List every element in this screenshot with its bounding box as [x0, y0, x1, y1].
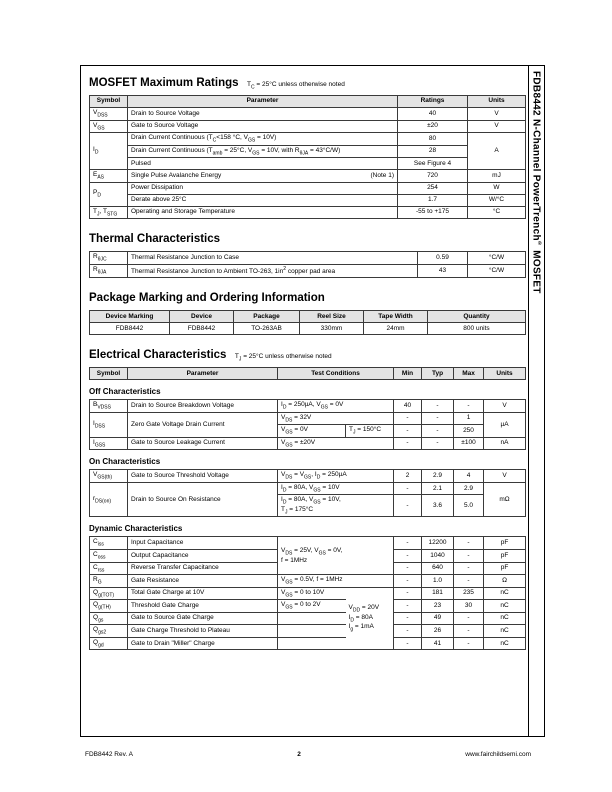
header-units: Units — [468, 96, 526, 108]
vdss-unit: V — [468, 108, 526, 121]
datasheet-page-frame — [80, 65, 545, 737]
header-package: Package — [234, 311, 300, 323]
rg-conditions: $V_{GS} = 0.5V$, f = 1MHz — [278, 575, 394, 588]
vgs-symbol: $V_{GS}$ — [90, 120, 128, 133]
vgsth-typ: 2.9 — [422, 470, 454, 483]
id-unit: A — [468, 133, 526, 170]
igss-max: ±100 — [454, 437, 484, 450]
eas-rating: 720 — [398, 170, 468, 183]
vdss-parameter: Drain to Source Voltage — [128, 108, 398, 121]
idss-typ-1: - — [422, 412, 454, 425]
table-row — [90, 206, 526, 219]
id-rating-1: 80 — [398, 133, 468, 146]
quantity-value: 800 units — [428, 323, 526, 335]
idss-max-2: 250 — [454, 425, 484, 438]
bvdss-symbol: $B_{VDSS}$ — [90, 400, 128, 413]
qgd-parameter: Gate to Drain "Miller" Charge — [128, 637, 278, 650]
header-parameter: Parameter — [128, 368, 278, 380]
pd-unit-1: W — [468, 182, 526, 194]
qgs-typ: 49 — [422, 612, 454, 625]
header-test-conditions: Test Conditions — [278, 368, 394, 380]
package-data-row — [90, 323, 526, 335]
rdson-min-1: - — [394, 482, 422, 495]
bvdss-unit: V — [484, 400, 526, 413]
qgth-symbol: $Q_{g(TH)}$ — [90, 600, 128, 613]
off-characteristics-table — [89, 399, 526, 450]
bvdss-min: 40 — [394, 400, 422, 413]
tstg-rating: -55 to +175 — [398, 206, 468, 219]
header-tape-width: Tape Width — [364, 311, 428, 323]
crss-unit: pF — [484, 562, 526, 575]
thermal-title: Thermal Characteristics — [89, 233, 221, 246]
ciss-unit: pF — [484, 537, 526, 550]
max-ratings-note: $T_C = 25^\circ C$ unless otherwise noted — [246, 81, 345, 91]
qgtot-parameter: Total Gate Charge at 10V — [128, 587, 278, 600]
crss-parameter: Reverse Transfer Capacitance — [128, 562, 278, 575]
idss-typ-2: - — [422, 425, 454, 438]
id-symbol: $I_D$ — [90, 133, 128, 170]
rthja-symbol: $R_{\theta JA}$ — [90, 264, 128, 277]
qgs-parameter: Gate to Source Gate Charge — [128, 612, 278, 625]
rthjc-symbol: $R_{\theta JC}$ — [90, 252, 128, 265]
table-row — [90, 600, 526, 613]
ciss-min: - — [394, 537, 422, 550]
table-row — [90, 252, 526, 265]
table-row — [90, 133, 526, 146]
bvdss-max: - — [454, 400, 484, 413]
electrical-note: $T_J = 25^\circ C$ unless otherwise noted — [234, 353, 332, 363]
rthja-parameter: Thermal Resistance Junction to Ambient TO-263, $1in^2$ copper pad area — [128, 264, 418, 277]
crss-min: - — [394, 562, 422, 575]
qgtot-symbol: $Q_{g(TOT)}$ — [90, 587, 128, 600]
coss-parameter: Output Capacitance — [128, 550, 278, 563]
crss-symbol: $C_{rss}$ — [90, 562, 128, 575]
tstg-parameter: Operating and Storage Temperature — [128, 206, 398, 219]
eas-parameter-text: Single Pulse Avalanche Energy — [131, 171, 222, 179]
rthja-value: 43 — [418, 264, 468, 277]
table-row — [90, 400, 526, 413]
pd-parameter-2: Derate above 25°C — [128, 194, 398, 206]
qgth-typ: 23 — [422, 600, 454, 613]
ciss-max: - — [454, 537, 484, 550]
qgtot-max: 235 — [454, 587, 484, 600]
table-row — [90, 170, 526, 183]
qgs-min: - — [394, 612, 422, 625]
igss-symbol: $I_{GSS}$ — [90, 437, 128, 450]
table-row — [90, 412, 526, 425]
qgth-max: 30 — [454, 600, 484, 613]
thermal-heading — [89, 229, 525, 247]
header-quantity: Quantity — [428, 311, 526, 323]
gate-charge-shared-conditions: $V_{DD} = 20V$ $I_D = 80A$ $I_g = 1mA$ — [346, 587, 394, 650]
qgs-conditions — [278, 612, 346, 625]
tstg-symbol: $T_J$, $T_{STG}$ — [90, 206, 128, 219]
page-footer — [85, 751, 531, 758]
table-row — [90, 158, 526, 170]
coss-max: - — [454, 550, 484, 563]
qgd-conditions — [278, 637, 346, 650]
qgs2-max: - — [454, 625, 484, 638]
table-row — [90, 575, 526, 588]
id-parameter-3: Pulsed — [128, 158, 398, 170]
rdson-min-2: - — [394, 495, 422, 517]
idss-conditions-2: $V_{GS} = 0V$ — [278, 425, 346, 438]
table-row — [90, 470, 526, 483]
on-characteristics-table — [89, 469, 526, 517]
idss-symbol: $I_{DSS}$ — [90, 412, 128, 437]
eas-unit: mJ — [468, 170, 526, 183]
qgtot-typ: 181 — [422, 587, 454, 600]
electrical-heading — [89, 345, 525, 363]
pd-rating-1: 254 — [398, 182, 468, 194]
vgsth-max: 4 — [454, 470, 484, 483]
bvdss-parameter: Drain to Source Breakdown Voltage — [128, 400, 278, 413]
qgd-unit: nC — [484, 637, 526, 650]
qgs-max: - — [454, 612, 484, 625]
table-row — [90, 437, 526, 450]
rthja-unit: °C/W — [468, 264, 526, 277]
reel-size-value: 330mm — [300, 323, 364, 335]
package-value: TO-263AB — [234, 323, 300, 335]
tstg-unit: °C — [468, 206, 526, 219]
rdson-symbol: $r_{DS(on)}$ — [90, 482, 128, 517]
max-ratings-title: MOSFET Maximum Ratings — [89, 77, 239, 89]
qgtot-conditions: $V_{GS} = 0$ to 10V — [278, 587, 346, 600]
vgsth-min: 2 — [394, 470, 422, 483]
pd-unit-2: W/°C — [468, 194, 526, 206]
electrical-title: Electrical Characteristics — [89, 349, 227, 362]
qgth-unit: nC — [484, 600, 526, 613]
rthjc-unit: °C/W — [468, 252, 526, 265]
header-symbol: Symbol — [90, 368, 128, 380]
eas-note-ref: (Note 1) — [370, 171, 394, 179]
table-row — [90, 194, 526, 206]
qgd-typ: 41 — [422, 637, 454, 650]
idss-unit: µA — [484, 412, 526, 437]
header-units: Units — [484, 368, 526, 380]
max-ratings-header-row — [90, 96, 526, 108]
qgs-unit: nC — [484, 612, 526, 625]
idss-conditions-2b: $T_J = 150^\circ C$ — [346, 425, 394, 438]
rdson-parameter: Drain to Source On Resistance — [128, 482, 278, 517]
bvdss-typ: - — [422, 400, 454, 413]
side-strip-title: FDB8442 N-Channel PowerTrench® MOSFET — [530, 71, 543, 294]
off-characteristics-heading: Off Characteristics — [89, 387, 161, 397]
rg-max: - — [454, 575, 484, 588]
header-ratings: Ratings — [398, 96, 468, 108]
rthjc-value: 0.59 — [418, 252, 468, 265]
idss-min-2: - — [394, 425, 422, 438]
rg-typ: 1.0 — [422, 575, 454, 588]
package-table — [89, 310, 526, 335]
on-characteristics-heading: On Characteristics — [89, 457, 161, 467]
rg-min: - — [394, 575, 422, 588]
vgsth-symbol: $V_{GS(th)}$ — [90, 470, 128, 483]
package-heading — [89, 288, 525, 306]
pd-symbol: $P_D$ — [90, 182, 128, 206]
table-row — [90, 120, 526, 133]
igss-parameter: Gate to Source Leakage Current — [128, 437, 278, 450]
footer-page-number: 2 — [297, 751, 301, 758]
rdson-conditions-1: $I_D = 80A$, $V_{GS} = 10V$ — [278, 482, 394, 495]
crss-typ: 640 — [422, 562, 454, 575]
igss-min: - — [394, 437, 422, 450]
table-row — [90, 537, 526, 550]
vgs-unit: V — [468, 120, 526, 133]
idss-max-1: 1 — [454, 412, 484, 425]
vgs-rating: ±20 — [398, 120, 468, 133]
igss-conditions: $V_{GS} = \pm 20V$ — [278, 437, 394, 450]
idss-min-1: - — [394, 412, 422, 425]
rdson-max-2: 5.0 — [454, 495, 484, 517]
id-parameter-2: Drain Current Continuous ($T_{amb} = 25^\circ C$, $V_{GS} = 10V$, with $R_{\theta JA} = 43^\circ C/W$) — [128, 145, 398, 158]
max-ratings-table — [89, 95, 526, 219]
table-row — [90, 612, 526, 625]
coss-min: - — [394, 550, 422, 563]
qgs2-min: - — [394, 625, 422, 638]
rdson-conditions-2: $I_D = 80A$, $V_{GS} = 10V$, $T_J = 175^\circ C$ — [278, 495, 394, 517]
qgth-conditions: $V_{GS} = 0$ to 2V — [278, 600, 346, 613]
dynamic-characteristics-heading: Dynamic Characteristics — [89, 524, 183, 534]
vgsth-unit: V — [484, 470, 526, 483]
qgth-min: - — [394, 600, 422, 613]
package-title: Package Marking and Ordering Information — [89, 292, 325, 305]
vgs-parameter: Gate to Source Voltage — [128, 120, 398, 133]
package-header-row — [90, 311, 526, 323]
bvdss-conditions: $I_D = 250\mu A$, $V_{GS} = 0V$ — [278, 400, 394, 413]
vdss-symbol: $V_{DSS}$ — [90, 108, 128, 121]
qgs-symbol: $Q_{gs}$ — [90, 612, 128, 625]
table-row — [90, 108, 526, 121]
igss-typ: - — [422, 437, 454, 450]
coss-unit: pF — [484, 550, 526, 563]
max-ratings-heading — [89, 73, 525, 91]
thermal-table — [89, 251, 526, 278]
rthjc-parameter: Thermal Resistance Junction to Case — [128, 252, 418, 265]
qgs2-typ: 26 — [422, 625, 454, 638]
coss-symbol: $C_{oss}$ — [90, 550, 128, 563]
qgth-parameter: Threshold Gate Charge — [128, 600, 278, 613]
header-typ: Typ — [422, 368, 454, 380]
table-row — [90, 264, 526, 277]
rdson-typ-1: 2.1 — [422, 482, 454, 495]
footer-website: www.fairchildsemi.com — [465, 751, 531, 758]
header-device-marking: Device Marking — [90, 311, 170, 323]
rdson-max-1: 2.9 — [454, 482, 484, 495]
qgd-symbol: $Q_{gd}$ — [90, 637, 128, 650]
qgd-max: - — [454, 637, 484, 650]
header-reel-size: Reel Size — [300, 311, 364, 323]
id-parameter-1: Drain Current Continuous ($T_C<158$ °C, $V_{GS} = 10V$) — [128, 133, 398, 146]
table-row — [90, 182, 526, 194]
qgd-min: - — [394, 637, 422, 650]
rg-parameter: Gate Resistance — [128, 575, 278, 588]
rg-unit: Ω — [484, 575, 526, 588]
table-row — [90, 625, 526, 638]
qgs2-unit: nC — [484, 625, 526, 638]
ciss-parameter: Input Capacitance — [128, 537, 278, 550]
header-min: Min — [394, 368, 422, 380]
rdson-unit: mΩ — [484, 482, 526, 517]
qgtot-unit: nC — [484, 587, 526, 600]
capacitance-conditions: $V_{DS} = 25V$, $V_{GS} = 0V$, f = 1MHz — [278, 537, 394, 575]
ciss-symbol: $C_{iss}$ — [90, 537, 128, 550]
header-symbol: Symbol — [90, 96, 128, 108]
electrical-header-table — [89, 367, 526, 380]
table-row — [90, 482, 526, 495]
device-marking-value: FDB8442 — [90, 323, 170, 335]
header-parameter: Parameter — [128, 96, 398, 108]
qgs2-conditions — [278, 625, 346, 638]
id-rating-3: See Figure 4 — [398, 158, 468, 170]
igss-unit: nA — [484, 437, 526, 450]
pd-rating-2: 1.7 — [398, 194, 468, 206]
qgtot-min: - — [394, 587, 422, 600]
id-rating-2: 28 — [398, 145, 468, 158]
tape-width-value: 24mm — [364, 323, 428, 335]
rdson-typ-2: 3.6 — [422, 495, 454, 517]
eas-symbol: $E_{AS}$ — [90, 170, 128, 183]
vdss-rating: 40 — [398, 108, 468, 121]
idss-parameter: Zero Gate Voltage Drain Current — [128, 412, 278, 437]
vgsth-parameter: Gate to Source Threshold Voltage — [128, 470, 278, 483]
coss-typ: 1040 — [422, 550, 454, 563]
vgsth-conditions: $V_{DS} = V_{GS}$, $I_D = 250\mu A$ — [278, 470, 394, 483]
eas-parameter — [128, 170, 398, 183]
qgs2-parameter: Gate Charge Threshold to Plateau — [128, 625, 278, 638]
table-row — [90, 145, 526, 158]
ciss-typ: 12200 — [422, 537, 454, 550]
dynamic-characteristics-table — [89, 536, 526, 650]
table-row — [90, 587, 526, 600]
footer-revision: FDB8442 Rev. A — [85, 751, 133, 758]
crss-max: - — [454, 562, 484, 575]
pd-parameter-1: Power Dissipation — [128, 182, 398, 194]
device-value: FDB8442 — [170, 323, 234, 335]
side-strip — [528, 66, 544, 736]
header-max: Max — [454, 368, 484, 380]
header-device: Device — [170, 311, 234, 323]
qgs2-symbol: $Q_{gs2}$ — [90, 625, 128, 638]
rg-symbol: $R_G$ — [90, 575, 128, 588]
idss-conditions-1: $V_{DS} = 32V$ — [278, 412, 394, 425]
electrical-header-row — [90, 368, 526, 380]
table-row — [90, 637, 526, 650]
page-content — [89, 73, 525, 650]
